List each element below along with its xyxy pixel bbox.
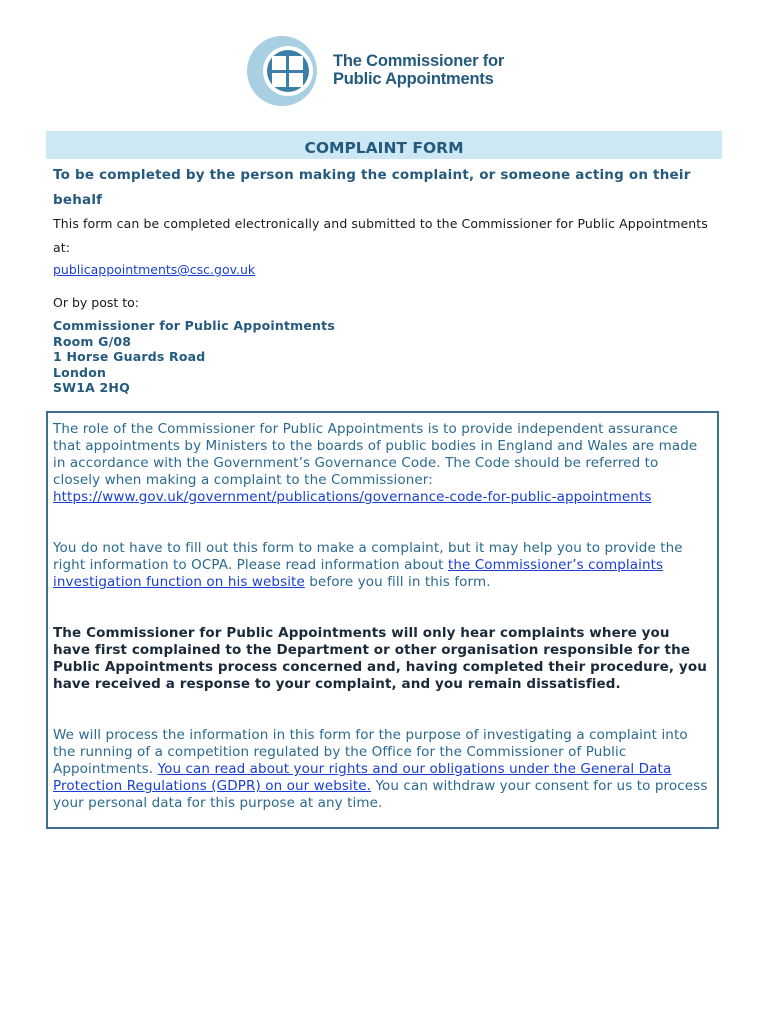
address-line: SW1A 2HQ <box>53 380 130 395</box>
eligibility-paragraph: The Commissioner for Public Appointments will only hear complaints where you have first complained to the Department or other organisation responsible for the Public Appointments process concerned and, having completed their procedure, you have received a response to your complaint, and you remain dissatisfied. <box>53 625 707 692</box>
postal-address <box>53 318 335 396</box>
post-label: Or by post to: <box>53 295 139 310</box>
address-line: 1 Horse Guards Road <box>53 349 206 364</box>
intro-text: This form can be completed electronically and submitted to the Commissioner for Public Appointments at: <box>53 216 708 255</box>
commissioner-logo <box>233 33 535 109</box>
privacy-paragraph <box>53 727 708 812</box>
optional-form-paragraph <box>53 540 708 591</box>
form-subtitle: To be completed by the person making the complaint, or someone acting on their behalf <box>53 167 691 208</box>
email-link[interactable]: publicappointments@csc.gov.uk <box>53 262 256 277</box>
role-text: The role of the Commissioner for Public Appointments is to provide independent assurance that appointments by Ministers to the boards of public bodies in England and Wales are made in accordance with the Government’s Governance Code. The Code should be referred to closely when making a complaint to the Commissioner: <box>53 421 698 488</box>
address-line: London <box>53 364 107 380</box>
form-title: COMPLAINT FORM <box>46 131 722 159</box>
address-line: Room G/08 <box>53 333 132 349</box>
gdpr-link[interactable]: You can read about your rights and our obligations under the General Data Protection Regulations (GDPR) on our website. <box>53 761 672 794</box>
privacy-text: We will process the information in this form for the purpose of investigating a complaint into the running of a competition regulated by the Office for the Commissioner of Public Appointments. <box>53 727 688 777</box>
logo-emblem-icon <box>233 33 329 109</box>
optional-form-text: You do not have to fill out this form to make a complaint, but it may help you to provide the right information to OCPA. Please read information about <box>53 540 683 573</box>
optional-form-tail: before you fill in this form. <box>309 574 491 590</box>
privacy-tail: You can withdraw your consent for us to process your personal data for this purpose at any time. <box>53 778 708 811</box>
logo-line-2: Public Appointments <box>333 70 494 88</box>
role-paragraph <box>53 421 708 506</box>
address-line: Commissioner for Public Appointments <box>53 318 335 333</box>
governance-code-link[interactable]: https://www.gov.uk/government/publications/governance-code-for-public-appointments <box>53 489 652 505</box>
complaints-function-link[interactable]: the Commissioner’s complaints investigation function on his website <box>53 557 664 590</box>
logo-wordmark <box>333 52 504 88</box>
logo-line-1: The Commissioner for <box>333 52 505 70</box>
